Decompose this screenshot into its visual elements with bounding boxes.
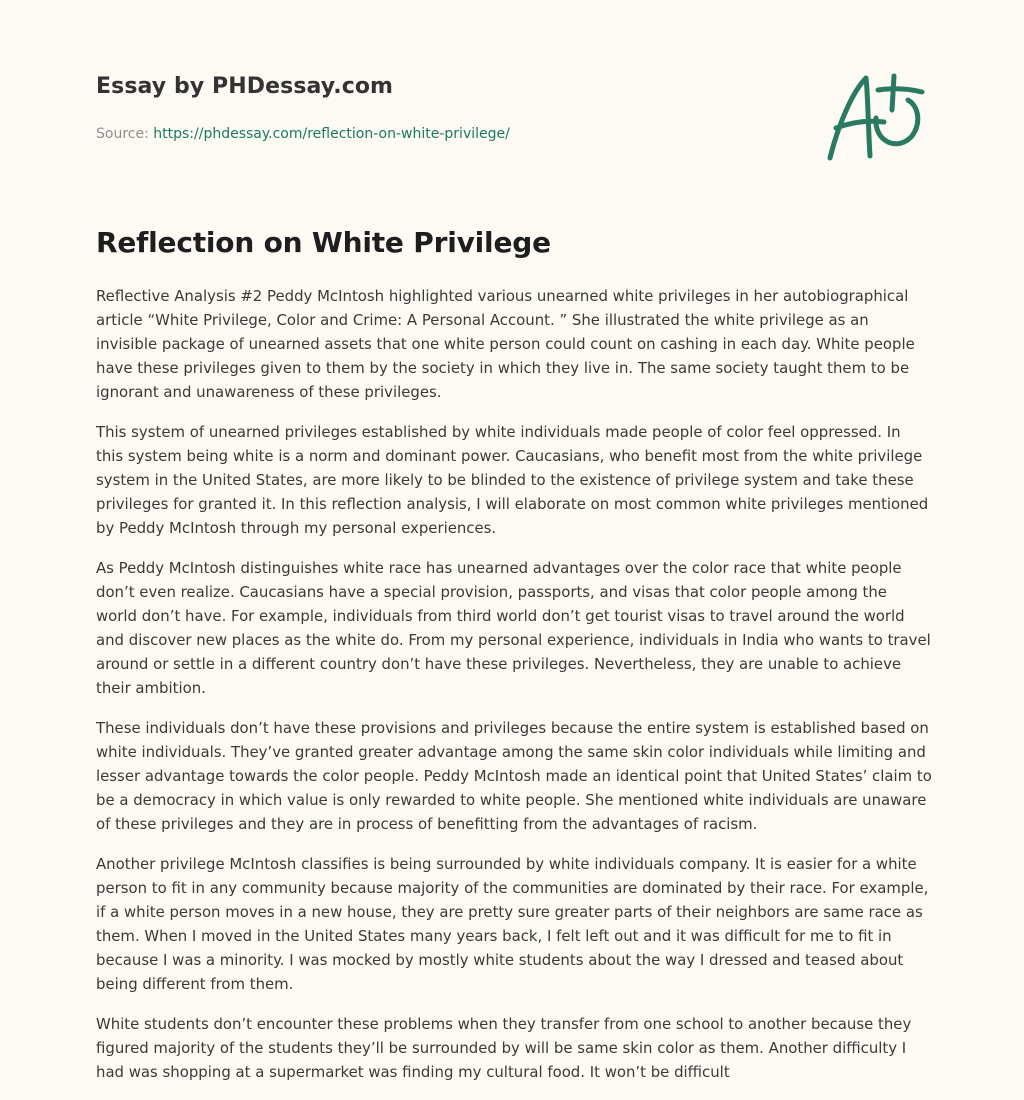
essay-body [96,284,932,1100]
page-header [96,74,928,142]
essay-paragraph: This system of unearned privileges established by white individuals made people of color feel oppressed. In this system being white is a norm and dominant power. Caucasians, who benefit most from the white privilege system in the United States, are more likely to be blinded to the existence of privilege system and take these privileges for granted it. In this reflection analysis, I will elaborate on most common white privileges mentioned by Peddy McIntosh through my personal experiences. [96,423,929,537]
source-label: Source: [96,126,149,142]
essay-paragraph: As Peddy McIntosh distinguishes white race has unearned advantages over the color race that white people don’t even realize. Caucasians have a special provision, passports, and visas that color people among the world don’t have. For example, individuals from third world don’t get tourist visas to travel around the world and discover new places as the white do. From my personal experience, individuals in India who wants to travel around or settle in a different country don’t have these privileges. Nevertheless, they are unable to achieve their ambition. [96,559,931,697]
source-line [96,126,510,142]
essay-title: Reflection on White Privilege [96,226,551,259]
source-link[interactable]: https://phdessay.com/reflection-on-white-privilege/ [153,126,510,142]
essay-paragraph: Reflective Analysis #2 Peddy McIntosh highlighted various unearned white privileges in her autobiographical article “White Privilege, Color and Crime: A Personal Account. ” She illustrated the white privilege as an invisible package of unearned assets that one white person could count on cashing in each day. White people have these privileges given to them by the society in which they live in. The same society taught them to be ignorant and unawareness of these privileges. [96,287,915,401]
essay-paragraph: Another privilege McIntosh classifies is being surrounded by white individuals company. It is easier for a white person to fit in any community because majority of the communities are dominated by their race. For example, if a white person moves in a new house, they are pretty sure greater parts of their neighbors are same race as them. When I moved in the United States many years back, I felt left out and it was difficult for me to fit in because I was a minority. I was mocked by mostly white students about the way I dressed and teased about being different from them. [96,855,929,993]
site-brand: Essay by PHDessay.com [96,74,394,99]
essay-paragraph: White students don’t encounter these problems when they transfer from one school to another because they figured majority of the students they’ll be surrounded by will be same skin color as them. Another difficulty I had was shopping at a supermarket was finding my cultural food. It won’t be difficult [96,1015,912,1081]
essay-paragraph: These individuals don’t have these provisions and privileges because the entire system is established based on white individuals. They’ve granted greater advantage among the same skin color individuals while limiting and lesser advantage towards the color people. Peddy McIntosh made an identical point that United States’ claim to be a democracy in which value is only rewarded to white people. She mentioned white individuals are unaware of these privileges and they are in process of benefitting from the advantages of racism. [96,719,932,833]
a-plus-grade-icon [818,66,930,166]
